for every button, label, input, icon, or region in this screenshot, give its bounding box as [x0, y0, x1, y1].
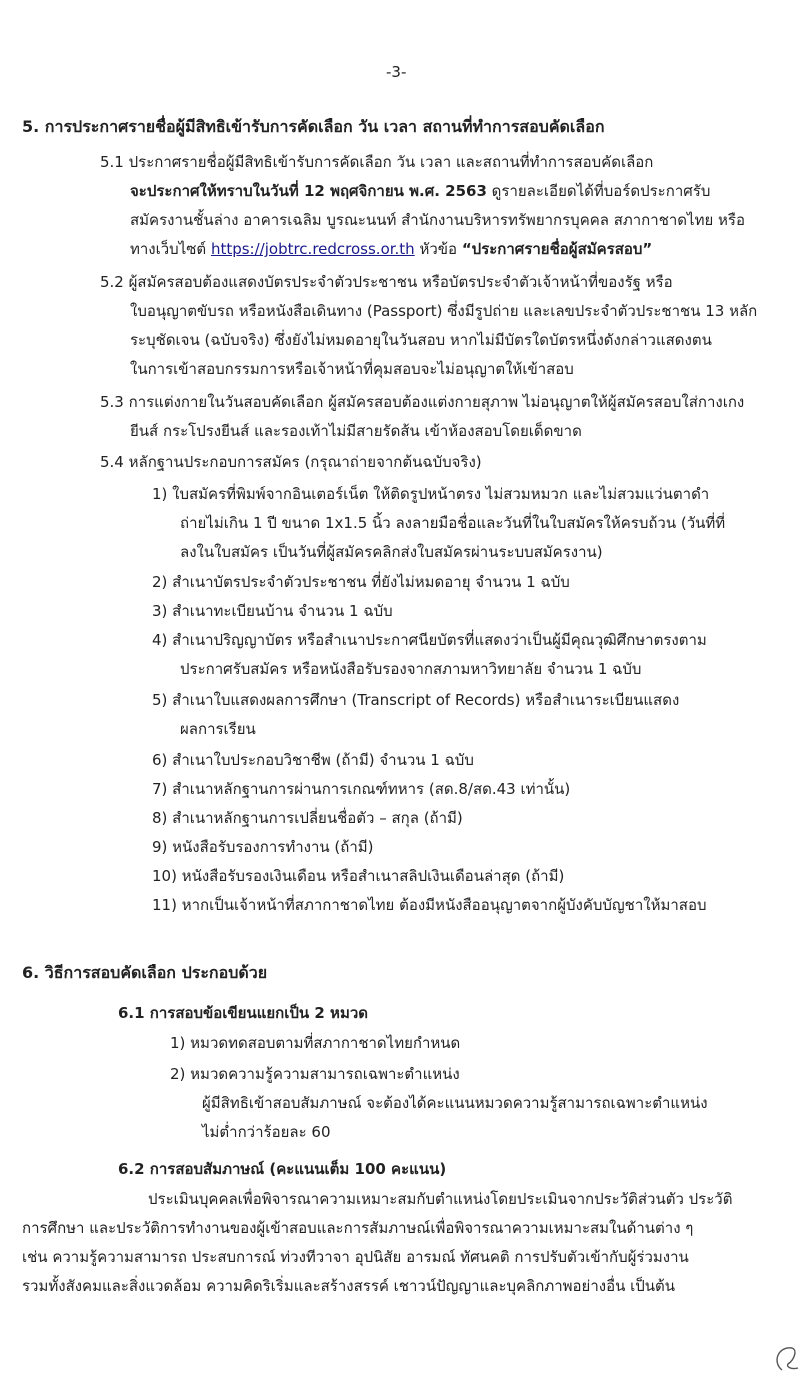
s51-announce-date: จะประกาศให้ทราบในวันที่ 12 พฤศจิกายน พ.ศ. 2563: [130, 182, 487, 200]
s51-line1: 5.1 ประกาศรายชื่อผู้มีสิทธิเข้ารับการคัดเลือก วัน เวลา และสถานที่ทำการสอบคัดเลือก: [100, 153, 654, 171]
s54-item-1-line1: 1) ใบสมัครที่พิมพ์จากอินเตอร์เน็ต ให้ติดรูปหน้าตรง ไม่สวมหมวก และไม่สวมแว่นตาดำ: [152, 485, 710, 503]
s54-item-4-line2: ประกาศรับสมัคร หรือหนังสือรับรองจากสภามหาวิทยาลัย จำนวน 1 ฉบับ: [180, 660, 642, 678]
s52-line4: ในการเข้าสอบกรรมการหรือเจ้าหน้าที่คุมสอบจะไม่อนุญาตให้เข้าสอบ: [130, 360, 574, 378]
s51-line2-rest: ดูรายละเอียดได้ที่บอร์ดประกาศรับ: [486, 182, 711, 200]
s54-heading: 5.4 หลักฐานประกอบการสมัคร (กรุณาถ่ายจากต้นฉบับจริง): [100, 453, 482, 471]
s54-item-9: 9) หนังสือรับรองการทำงาน (ถ้ามี): [152, 838, 374, 856]
page-number: -3-: [386, 63, 407, 81]
s61-item-2: 2) หมวดความรู้ความสามารถเฉพาะตำแหน่ง: [170, 1065, 460, 1083]
s62-heading: 6.2 การสอบสัมภาษณ์ (คะแนนเต็ม 100 คะแนน): [118, 1160, 447, 1178]
s54-item-7: 7) สำเนาหลักฐานการผ่านการเกณฑ์ทหาร (สด.8/สด.43 เท่านั้น): [152, 780, 571, 798]
s54-item-8: 8) สำเนาหลักฐานการเปลี่ยนชื่อตัว – สกุล (ถ้ามี): [152, 809, 463, 827]
website-link[interactable]: https://jobtrc.redcross.or.th: [210, 240, 415, 258]
s54-item-1-line2: ถ่ายไม่เกิน 1 ปี ขนาด 1x1.5 นิ้ว ลงลายมือชื่อและวันที่ในใบสมัครให้ครบถ้วน (วันที่ที่: [180, 514, 726, 532]
s61-item-2-detail-2: ไม่ต่ำกว่าร้อยละ 60: [202, 1123, 331, 1141]
s61-item-1: 1) หมวดทดสอบตามที่สภากาชาดไทยกำหนด: [170, 1034, 461, 1052]
s52-line2: ใบอนุญาตขับรถ หรือหนังสือเดินทาง (Passport) ซึ่งมีรูปถ่าย และเลขประจำตัวประชาชน 13 หลัก: [130, 302, 758, 320]
s54-item-5-line2: ผลการเรียน: [180, 720, 256, 738]
s53-line1: 5.3 การแต่งกายในวันสอบคัดเลือก ผู้สมัครสอบต้องแต่งกายสุภาพ ไม่อนุญาตให้ผู้สมัครสอบใส่กางเกง: [100, 393, 745, 411]
s62-para-line1: ประเมินบุคคลเพื่อพิจารณาความเหมาะสมกับตำแหน่งโดยประเมินจากประวัติส่วนตัว ประวัติ: [148, 1190, 733, 1208]
s51-topic: “ประกาศรายชื่อผู้สมัครสอบ”: [461, 240, 653, 258]
s52-line1: 5.2 ผู้สมัครสอบต้องแสดงบัตรประจำตัวประชาชน หรือบัตรประจำตัวเจ้าหน้าที่ของรัฐ หรือ: [100, 273, 673, 291]
s54-item-1-line3: ลงในใบสมัคร เป็นวันที่ผู้สมัครคลิกส่งใบสมัครผ่านระบบสมัครงาน): [180, 543, 603, 561]
section-5-heading: 5. การประกาศรายชื่อผู้มีสิทธิเข้ารับการคัดเลือก วัน เวลา สถานที่ทำการสอบคัดเลือก: [22, 117, 605, 136]
s62-para-line4: รวมทั้งสังคมและสิ่งแวดล้อม ความคิดริเริ่มและสร้างสรรค์ เชาวน์ปัญญาและบุคลิกภาพอย่างอื่น เป็นต้น: [22, 1277, 676, 1295]
s51-line4-mid: หัวข้อ: [414, 240, 462, 258]
s62-para-line2: การศึกษา และประวัติการทำงานของผู้เข้าสอบและการสัมภาษณ์เพื่อพิจารณาความเหมาะสมในด้านต่าง ๆ: [22, 1219, 694, 1237]
s51-line2: [130, 181, 710, 201]
s54-item-5-line1: 5) สำเนาใบแสดงผลการศึกษา (Transcript of Records) หรือสำเนาระเบียนแสดง: [152, 691, 680, 709]
s54-item-10: 10) หนังสือรับรองเงินเดือน หรือสำเนาสลิปเงินเดือนล่าสุด (ถ้ามี): [152, 867, 565, 885]
s51-line3: สมัครงานชั้นล่าง อาคารเฉลิม บูรณะนนท์ สำนักงานบริหารทรัพยากรบุคคล สภากาชาดไทย หรือ: [130, 211, 745, 229]
s54-item-11: 11) หากเป็นเจ้าหน้าที่สภากาชาดไทย ต้องมีหนังสืออนุญาตจากผู้บังคับบัญชาให้มาสอบ: [152, 896, 707, 914]
s54-item-4-line1: 4) สำเนาปริญญาบัตร หรือสำเนาประกาศนียบัตรที่แสดงว่าเป็นผู้มีคุณวุฒิศึกษาตรงตาม: [152, 631, 707, 649]
s61-item-2-detail-1: ผู้มีสิทธิเข้าสอบสัมภาษณ์ จะต้องได้คะแนนหมวดความรู้สามารถเฉพาะตำแหน่ง: [202, 1094, 708, 1112]
s54-item-3: 3) สำเนาทะเบียนบ้าน จำนวน 1 ฉบับ: [152, 602, 393, 620]
s54-item-6: 6) สำเนาใบประกอบวิชาชีพ (ถ้ามี) จำนวน 1 ฉบับ: [152, 751, 474, 769]
section-6-heading: 6. วิธีการสอบคัดเลือก ประกอบด้วย: [22, 963, 268, 982]
s52-line3: ระบุชัดเจน (ฉบับจริง) ซึ่งยังไม่หมดอายุในวันสอบ หากไม่มีบัตรใดบัตรหนึ่งดังกล่าวแสดงตน: [130, 331, 712, 349]
signature-mark: [768, 1340, 800, 1380]
s62-para-line3: เช่น ความรู้ความสามารถ ประสบการณ์ ท่วงทีวาจา อุปนิสัย อารมณ์ ทัศนคติ การปรับตัวเข้ากับผู้ร่วมงาน: [22, 1248, 689, 1266]
s51-line4: [130, 239, 652, 259]
s51-line4-pre: ทางเว็บไซต์: [130, 240, 211, 258]
s54-item-2: 2) สำเนาบัตรประจำตัวประชาชน ที่ยังไม่หมดอายุ จำนวน 1 ฉบับ: [152, 573, 570, 591]
s53-line2: ยีนส์ กระโปรงยีนส์ และรองเท้าไม่มีสายรัดส้น เข้าห้องสอบโดยเด็ดขาด: [130, 422, 582, 440]
s61-heading: 6.1 การสอบข้อเขียนแยกเป็น 2 หมวด: [118, 1004, 368, 1022]
